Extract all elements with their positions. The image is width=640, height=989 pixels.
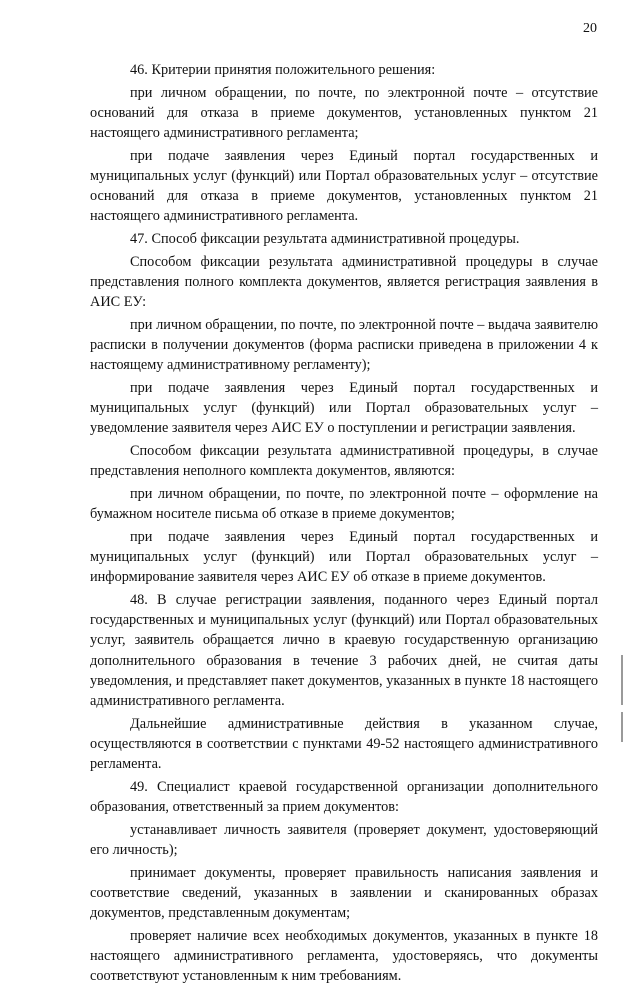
paragraph: принимает документы, проверяет правильность написания заявления и соответствие сведений, указанных в заявлении и сканированных образах документов, представленным документам;: [90, 864, 598, 922]
paragraph: при личном обращении, по почте, по электронной почте – выдача заявителю расписки в получении документов (форма расписки приведена в приложении 4 к настоящему административному регламенту);: [90, 316, 598, 374]
paragraph: Дальнейшие административные действия в указанном случае, осуществляются в соответствии с пунктами 49-52 настоящего административного регламента.: [90, 715, 598, 773]
paragraph-47-heading: 47. Способ фиксации результата административной процедуры.: [130, 231, 520, 248]
paragraph: проверяет наличие всех необходимых документов, указанных в пункте 18 настоящего административного регламента, удостоверяясь, что документы соответствуют установленным к ним требованиям.: [90, 927, 598, 985]
paragraph: Способом фиксации результата административной процедуры, в случае представления неполного комплекта документов, являются:: [90, 443, 598, 480]
page-number: 20: [583, 21, 597, 36]
paragraph-49-heading: 49. Специалист краевой государственной организации дополнительного образования, ответственный за прием документов:: [90, 778, 598, 816]
scan-margin-mark: [621, 655, 623, 705]
paragraph: при подаче заявления через Единый портал государственных и муниципальных услуг (функций) или Портал образовательных услуг – информирование заявителя через АИС ЕУ об отказе в приеме документов.: [90, 528, 598, 586]
paragraph: при личном обращении, по почте, по электронной почте – оформление на бумажном носителе письма об отказе в приеме документов;: [90, 486, 598, 523]
paragraph: при подаче заявления через Единый портал государственных и муниципальных услуг (функций) или Портал образовательных услуг – отсутствие оснований для отказа в приеме документов, установленных пунктом 21 настоящего административного регламента.: [90, 147, 598, 225]
scan-margin-mark: [621, 712, 623, 742]
paragraph-48: 48. В случае регистрации заявления, поданного через Единый портал государственных и муниципальных услуг (функций) или Портал образовательных услуг, заявитель обращается лично в краевую государственную организацию дополнительного образования в течение 3 рабочих дней, не считая даты уведомления, и представляет пакет документов, указанных в пункте 18 настоящего административного регламента.: [90, 592, 598, 710]
paragraph: устанавливает личность заявителя (проверяет документ, удостоверяющий его личность);: [90, 821, 598, 859]
document-body: [90, 60, 598, 989]
paragraph-46-heading: 46. Критерии принятия положительного решения:: [130, 62, 436, 78]
paragraph: Способом фиксации результата административной процедуры в случае представления полного комплекта документов, является регистрация заявления в АИС ЕУ:: [90, 253, 598, 311]
paragraph: при подаче заявления через Единый портал государственных и муниципальных услуг (функций) или Портал образовательных услуг – уведомление заявителя через АИС ЕУ о поступлении и регистрации заявления.: [90, 380, 598, 437]
paragraph: при личном обращении, по почте, по электронной почте – отсутствие оснований для отказа в приеме документов, установленных пунктом 21 настоящего административного регламента;: [90, 84, 598, 142]
